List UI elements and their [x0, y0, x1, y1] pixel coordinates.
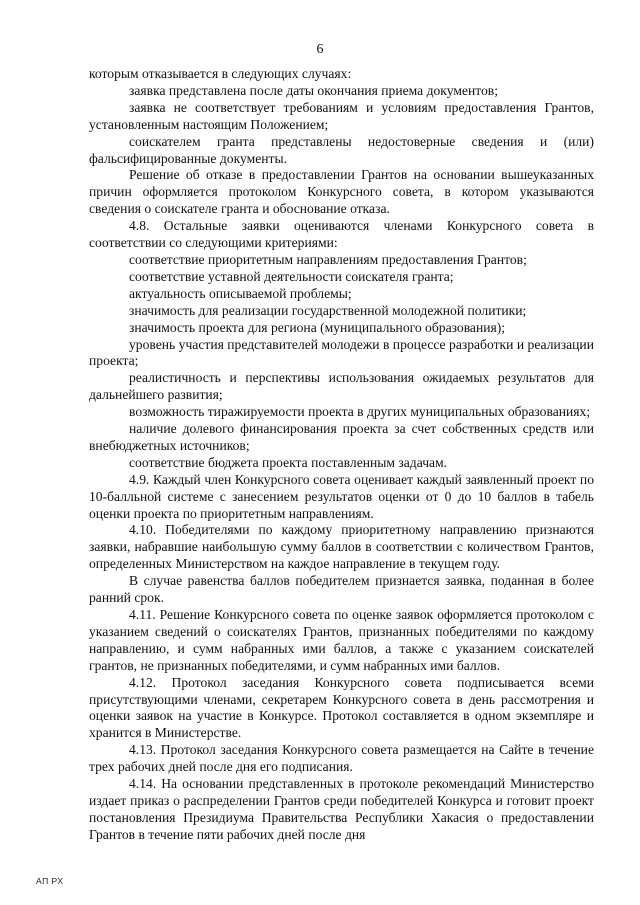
paragraph: наличие долевого финансирования проекта за счет собственных средств или внебюджетных источников; — [89, 421, 594, 453]
paragraph: которым отказывается в следующих случаях: — [89, 66, 352, 81]
footer-mark: АП РХ — [36, 876, 64, 886]
paragraph: 4.8. Остальные заявки оцениваются членами Конкурсного совета в соответствии со следующими критериями: — [89, 218, 594, 251]
paragraph: 4.11. Решение Конкурсного совета по оценке заявок оформляется протоколом с указанием сведений о соискателях Грантов, признанных победителями по каждому направлению, и сумм набранных ими баллов, а также с указанием соискателей грантов, не признанных победителями, и сумм набранных ими баллов. — [89, 607, 594, 673]
paragraph: значимость для реализации государственной молодежной политики; — [129, 302, 527, 318]
paragraph: заявка представлена после даты окончания приема документов; — [129, 82, 498, 98]
paragraph: 4.12. Протокол заседания Конкурсного совета подписывается всеми присутствующими членами, секретарем Конкурсного совета в день рассмотрения и оценки заявок на участие в Конкурсе. Протокол составляется в одном экземпляре и хранится в Министерстве. — [89, 674, 594, 741]
paragraph: соответствие приоритетным направлениям предоставления Грантов; — [129, 251, 527, 267]
paragraph: реалистичность и перспективы использования ожидаемых результатов для дальнейшего развития; — [89, 370, 594, 403]
paragraph: 4.9. Каждый член Конкурсного совета оценивает каждый заявленный проект по 10-балльной системе с занесением результатов оценки от 0 до 10 баллов в табель оценки проекта по приоритетным направлениям. — [89, 471, 594, 521]
paragraph: возможность тиражируемости проекта в других муниципальных образованиях; — [129, 404, 591, 420]
paragraph: Решение об отказе в предоставлении Грантов на основании вышеуказанных причин оформляется протоколом Конкурсного совета, в котором указываются сведения о соискателе гранта и обоснование отказа. — [89, 167, 594, 217]
paragraph: 4.13. Протокол заседания Конкурсного совета размещается на Сайте в течение трех рабочих дней после дня его подписания. — [89, 742, 594, 775]
page-number: 6 — [316, 42, 324, 57]
paragraph: соискателем гранта представлены недостоверные сведения и (или) фальсифицированные документы. — [89, 133, 594, 166]
paragraph: значимость проекта для региона (муниципального образования); — [129, 319, 506, 335]
paragraph: В случае равенства баллов победителем признается заявка, поданная в более ранний срок. — [89, 573, 594, 606]
paragraph: актуальность описываемой проблемы; — [129, 285, 352, 301]
paragraph: 4.14. На основании представленных в протоколе рекомендаций Министерство издает приказ о распределении Грантов среди победителей Конкурса и готовит проект постановления Президиума Правительства Республики Хакасия о предоставлении Грантов в течение пяти рабочих дней после дня — [89, 776, 594, 842]
document-body — [89, 66, 594, 844]
paragraph: соответствие бюджета проекта поставленным задачам. — [129, 454, 448, 470]
paragraph: заявка не соответствует требованиям и условиям предоставления Грантов, установленным настоящим Положением; — [89, 99, 594, 132]
paragraph: соответствие уставной деятельности соискателя гранта; — [129, 268, 454, 284]
paragraph: уровень участия представителей молодежи в процессе разработки и реализации проекта; — [89, 336, 594, 369]
paragraph: 4.10. Победителями по каждому приоритетному направлению признаются заявки, набравшие наибольшую сумму баллов в соответствии с количеством Грантов, определенных Министерством на каждое направление в текущем году. — [89, 522, 594, 572]
